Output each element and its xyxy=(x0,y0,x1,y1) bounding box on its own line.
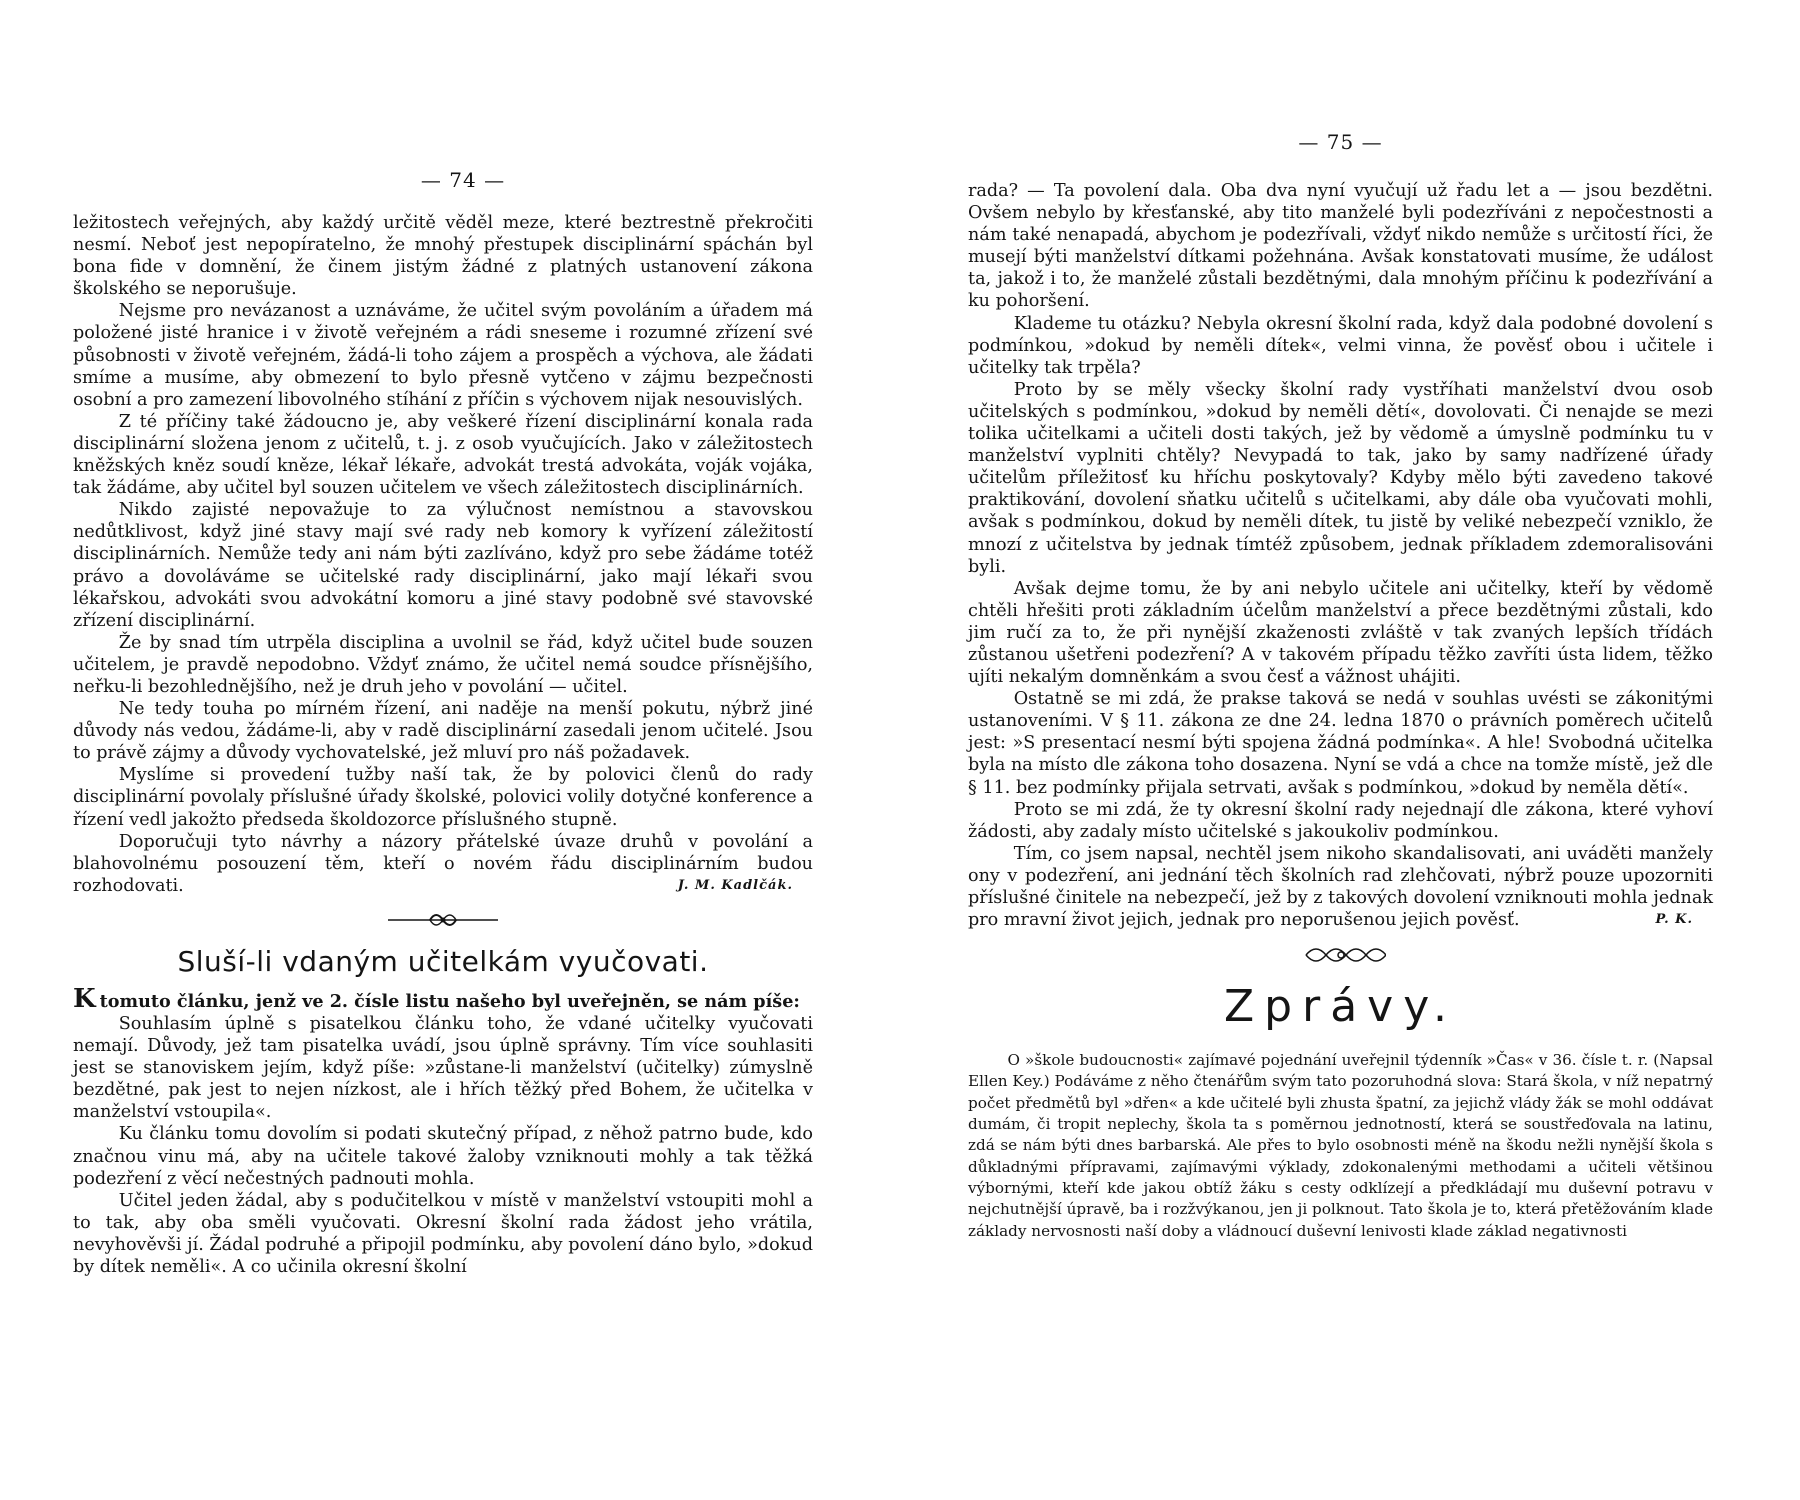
article-first-paragraph xyxy=(73,983,813,1014)
ornament-icon xyxy=(388,908,498,932)
paragraph: Ostatně se mi zdá, že prakse taková se nedá v souhlas uvésti se zákonitými ustanoveními. V § 11. zákona ze dne 24. ledna 1870 o právních poměrech učitelů jest: »S presentací nesmí býti spojena žádná podmínka«. A hle! Svobodná učitelka byla na místo dle zákona toho dosazena. Nyní se vdá a chce na tomže místě, jež dle § 11. bez podmínky přijala setrvati, avšak s podmínkou, »dokud by neměla dětí«. xyxy=(968,689,1713,798)
paragraph: ležitostech veřejných, aby každý určitě věděl meze, které beztrestně překročiti nesmí. Neboť jest nepopíratelno, že mnohý přestupek disciplinární spáchán byl bona fide v domnění, že činem jistým žádné z platných ustanovení zákona školského se neporušuje. xyxy=(73,213,813,300)
article-intro: tomuto článku, jenž ve 2. čísle listu našeho byl uveřejněn, se nám píše: xyxy=(99,990,800,1012)
paragraph: Souhlasím úplně s pisatelkou článku toho, že vdané učitelky vyučovati nemají. Důvody, jež tam pisatelka uvádí, jsou úplně správny. Tím více souhlasiti jest se stanoviskem jejím, když píše: »zůstane-li manželství (učitelky) zúmyslně bezdětné, pak jest to nejen nízkost, ale i hřích těžký před Bohem, že učitelka v manželství vstoupila«. xyxy=(73,1014,813,1123)
paragraph: Ne tedy touha po mírném řízení, ani naděje na menší pokutu, nýbrž jiné důvody nás vedou, žádáme-li, aby v radě disciplinární zasedali jenom učitelé. Jsou to právě zájmy a důvody vychovatelské, jež mluví pro náš požadavek. xyxy=(73,699,813,764)
drop-cap: K xyxy=(73,983,96,1014)
page-number-left: — 74 — xyxy=(420,168,506,192)
divider-ornament xyxy=(73,907,813,933)
paragraph: Myslíme si provedení tužby naší tak, že by polovici členů do rady disciplinární povolaly příslušné úřady školské, polovici volily dotyčné konference a řízení vedl jakožto předseda školdozorce příslušného stupně. xyxy=(73,765,813,830)
signature: P. K. xyxy=(1655,912,1693,928)
ornament-icon xyxy=(1296,941,1386,969)
paragraph: Proto se mi zdá, že ty okresní školní rady nejednají dle zákona, které vyhoví žádosti, aby zadaly místo učitelské s jakoukoliv podmínkou. xyxy=(968,799,1713,842)
right-column xyxy=(968,180,1713,1242)
paragraph-text: Tím, co jsem napsal, nechtěl jsem nikoho skandalisovati, ani uváděti manžely ony v podezření, ani jednání těch školních rad zlehčovati, nýbrž pouze upozorniti příslušné činitele na nebezpečí, jež by z takových dovolení vzniknouti mohla jednak pro mravní život jejich, jednak pro neporušenou jejich pověsť. xyxy=(968,843,1713,931)
paragraph: rada? — Ta povolení dala. Oba dva nyní vyučují už řadu let a — jsou bezdětni. Ovšem nebylo by křesťanské, aby tito manželé byli podezříváni z nepočestnosti a nám také nenapadá, abychom je podezřívali, vždyť nikdo nemůže s určitostí říci, že musejí býti manželství dítkami požehnána. Avšak konstatovati musíme, že událost ta, jakož i to, že manželé zůstali bezdětnými, dala mnohým příčinu k podezřívání a ku pohoršení. xyxy=(968,181,1713,312)
paragraph xyxy=(73,831,813,897)
left-column xyxy=(73,212,813,1278)
news-paragraph: O »škole budoucnosti« zajímavé pojednání uveřejnil týdenník »Čas« v 36. čísle t. r. (Napsal Ellen Key.) Podáváme z něho čtenářům svým tato pozoruhodná slova: Stará škola, v níž nepatrný počet předmětů byl »dřen« a kde učitelé byli zhusta špatní, za jejichž vlády žák se mohl oddávat dumám, či tropit neplechy, škola ta s poměrnou jednotností, která se soustřeďovala na latinu, zdá se nám býti dnes barbarská. Ale přes to bylo osobnosti méně na škodu nežli nynější škola s důkladnými přípravami, zajímavými výklady, zdokonalenými methodami a učiteli většinou výbornými, kteří kde jakou obtíž žáku s cesty odklízejí a předkládají mu duševní potravu v nejchutnější úpravě, ba i rozžvýkanou, jen ji polknout. Tato škola je to, která přetěžováním klade základy nervosnosti naší doby a vládnoucí duševní lenivosti klade základ negativnosti xyxy=(968,1051,1713,1240)
paragraph: Klademe tu otázku? Nebyla okresní školní rada, když dala podobné dovolení s podmínkou, »dokud by neměli dítek«, velmi vinna, že pověsť obou i učitele i učitelky tak trpěla? xyxy=(968,313,1713,378)
paragraph: Učitel jeden žádal, aby s podučitelkou v místě v manželství vstoupiti mohl a to tak, aby oba směli vyučovati. Okresní školní rada žádost jeho vrátila, nevyhověvši jí. Žádal podruhé a připojil podmínku, aby povolení dáno bylo, »dokud by dítek neměli«. A co učinila okresní školní xyxy=(73,1190,813,1278)
paragraph: Z té příčiny také žádoucno je, aby veškeré řízení disciplinární konala rada disciplinární složena jenom z učitelů, t. j. z osob vyučujících. Jako v záležitostech kněžských kněz soudí kněze, lékař lékaře, advokát trestá advokáta, voják vojáka, tak žádáme, aby učitel byl souzen učitelem ve všech záležitostech disciplinárních. xyxy=(73,411,813,499)
divider-ornament xyxy=(968,941,1713,969)
paragraph: Proto by se měly všecky školní rady vystříhati manželství dvou osob učitelských s podmínkou, »dokud by neměli dětí«, dovolovati. Či nenajde se mezi tolika učitelkami a učiteli dosti takých, jež by vědomě a úmyslně podmínku tu v manželství vyplniti chtěly? Nevypadá to tak, jako by samy nadřízené úřady učitelům příležitosť ku hříchu poskytovaly? Kdyby mělo býti zavedeno takové praktikování, dovolení sňatku učitelů s učitelkami, aby dále oba vyučovati mohli, avšak s podmínkou, dokud by neměli dítek, tu jistě by veliké nebezpečí vzniklo, že mnozí z učitelstva by jednak tímtéž způsobem, jednak příkladem zdemoralisováni byli. xyxy=(968,379,1713,577)
signature: J. M. Kadlčák. xyxy=(677,877,793,893)
page-number-right: — 75 — xyxy=(1298,130,1383,154)
news-section-title: Zprávy. xyxy=(1224,981,1457,1033)
paragraph: Nejsme pro nevázanost a uznáváme, že učitel svým povoláním a úřadem má položené jisté hranice i v životě veřejném a rádi sneseme i rozumné zřízení své působnosti v životě veřejném, žádá-li toho zájem a prospěch a výchova, ale žádati smíme a musíme, aby obmezení to bylo přesně vytčeno v zájmu bezpečnosti osobní a pro zamezení libovolného stíhání z příčin s výchovem nijak nesouvislých. xyxy=(73,301,813,410)
paragraph: Ku článku tomu dovolím si podati skutečný případ, z něhož patrno bude, kdo značnou vinu má, aby na učitele takové žaloby vzniknouti mohly a tak těžká podezření z věcí nečestných padnouti mohla. xyxy=(73,1124,813,1189)
paragraph: Že by snad tím utrpěla disciplina a uvolnil se řád, když učitel bude souzen učitelem, je pravdě nepodobno. Vždyť známo, že učitel nemá soudce přísnějšího, neřku-li bezohlednějšího, než je druh jeho v povolání — učitel. xyxy=(73,632,813,697)
paragraph xyxy=(968,843,1713,931)
news-section xyxy=(968,1050,1713,1242)
paragraph-text: Doporučuji tyto návrhy a názory přátelské úvaze druhů v povolání a blahovolnému posouzení těm, kteří o novém řádu disciplinárním budou rozhodovati. xyxy=(73,831,813,896)
article-title: Sluší-li vdaným učitelkám vyučovati. xyxy=(177,944,709,978)
paragraph: Avšak dejme tomu, že by ani nebylo učitele ani učitelky, kteří by vědomě chtěli hřešiti proti základním účelům manželství a přece bezdětnými zůstali, kdo jim ručí za to, že při nynější zkaženosti zvláště v tak zvaných lepších třídách zůstanou ušetřeni podezření? A v takovém případu těžko zavříti ústa lidem, těžko ujíti nekalým domněnkám a svou česť a vážnost uhájiti. xyxy=(968,578,1713,688)
paragraph: Nikdo zajisté nepovažuje to za výlučnost nemístnou a stavovskou nedůtklivost, když jiné stavy mají své rady neb komory k vyřízení záležitostí disciplinárních. Nemůže tedy ani nám býti zazlíváno, když pro sebe žádáme totéž právo a dovoláváme se učitelské rady disciplinární, jako mají lékaři svou lékařskou, advokáti svou advokátní komoru a jiné stavy podobně své stavovské zřízení disciplinární. xyxy=(73,500,813,631)
